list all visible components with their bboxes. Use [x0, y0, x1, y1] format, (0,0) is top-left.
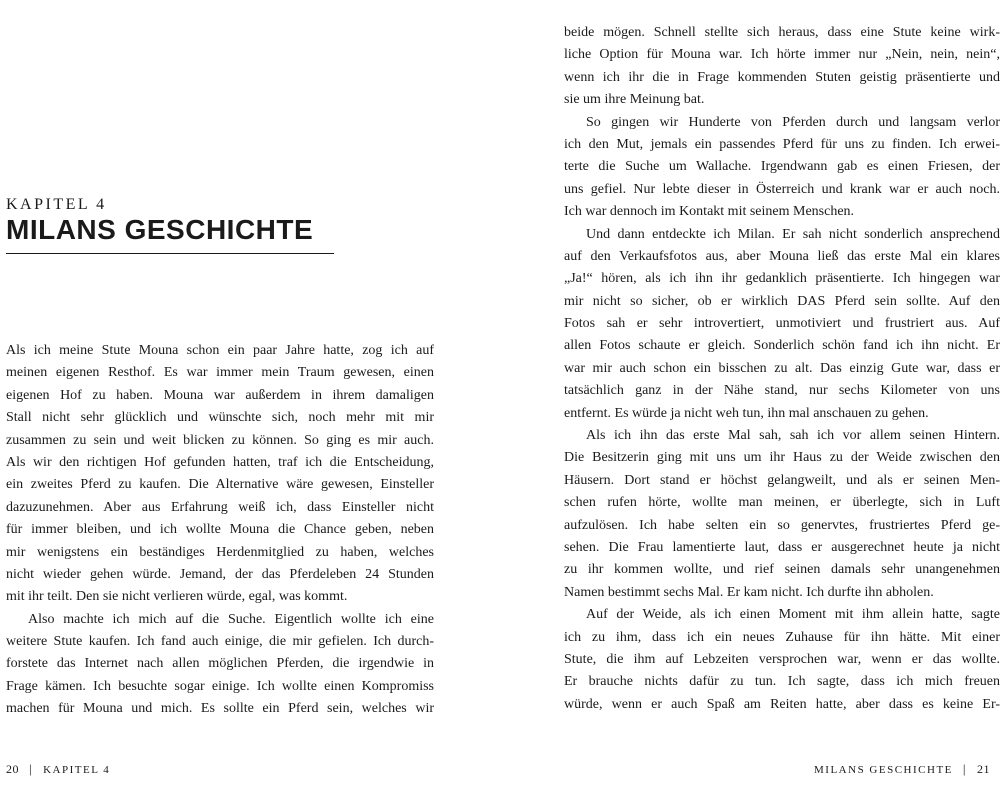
text-line: Stute, die ihm auf Lebzeiten versprochen war, wenn er das wollte. [564, 651, 1000, 667]
text-line: weitere Stute kaufen. Ich fand auch einige, die mir gefielen. Ich durch- [6, 634, 434, 650]
text-line: Also machte ich mich auf die Suche. Eigentlich wollte ich eine [28, 611, 434, 627]
text-line: forstete das Internet nach allen möglichen Pferden, die irgendwie in [6, 656, 434, 672]
right-body-text [564, 22, 1000, 716]
title-underline [6, 253, 334, 254]
text-line: Und dann entdeckte ich Milan. Er sah nicht sonderlich ansprechend [586, 226, 1000, 242]
text-line: allen Fotos schaute er gleich. Sonderlich schön fand ich ihn nicht. Er [564, 338, 1000, 354]
left-page-footer [6, 761, 110, 777]
text-line: So gingen wir Hunderte von Pferden durch und langsam verlor [586, 114, 1000, 130]
text-line: dazuzunehmen. Aber aus Erfahrung weiß ich, dass Einsteller nicht [6, 499, 434, 515]
left-body-text [6, 340, 434, 721]
text-line: meinen eigenen Resthof. Es war immer mein Traum gewesen, einen [6, 365, 434, 381]
text-line: Als wir den richtigen Hof gefunden hatten, traf ich die Entscheidung, [6, 454, 434, 470]
text-line: Er brauche nichts dafür zu tun. Ich sagte, dass ich mich freuen [564, 674, 1000, 690]
text-line: ich zu ihm, dass ich ein neues Zuhause für ihn hätte. Mit einer [564, 629, 1000, 645]
text-line: Frage kämen. Ich besuchte sogar einige. Ich wollte einen Kompromiss [6, 678, 434, 694]
text-line: Als ich meine Stute Mouna schon ein paar Jahre hatte, zog ich auf [6, 343, 434, 358]
text-line: Fotos sah er sehr introvertiert, unmotiviert und frustriert aus. Auf [564, 316, 1000, 332]
text-line: zusammen zu sein und weit blicken zu können. So ging es mir auch. [6, 432, 434, 448]
text-line: schen rufen hörte, wollte man meinen, er überlegte, sich in Luft [564, 495, 1000, 511]
left-page [0, 0, 450, 800]
text-line: nicht wieder gehen würde. Jemand, der das Pferdeleben 24 Stunden [6, 566, 434, 582]
text-line: „Ja!“ hören, als ich ihn ihr gedanklich präsentierte. Ich hingegen war [564, 271, 1000, 287]
text-line: sehen. Die Frau lamentierte laut, dass er ausgerechnet heute ja nicht [564, 539, 1000, 555]
text-line: würde, wenn er auch Spaß am Reiten hatte, aber dass es keine Er- [564, 696, 1000, 712]
text-line: sie um ihre Meinung bat. [564, 92, 705, 108]
text-line: terte die Suche um Wallache. Irgendwann gab es einen Friesen, der [564, 159, 1000, 175]
chapter-title: MILANS GESCHICHTE [6, 214, 314, 245]
text-line: entfernt. Es würde ja nicht weh tun, ihn mal anschauen zu gehen. [564, 405, 929, 421]
text-line: uns gefiel. Nur lebte dieser in Österreich und krank war er auch noch. [564, 181, 1000, 197]
text-line: mir nicht so sicher, ob er wirklich DAS Pferd sein sollte. Auf den [564, 293, 1000, 309]
text-line: eigenen Hof zu haben. Mouna war außerdem in ihrem damaligen [6, 387, 434, 403]
text-line: Namen bestimmt sechs Mal. Er kam nicht. Ich durfte ihn abholen. [564, 584, 934, 600]
text-line: mir wenigstens ein beständiges Herdenmitglied zu haben, welches [6, 544, 434, 560]
text-line: zu ihr kommen wollte, und rief seinen damals sehr unangenehmen [564, 562, 1000, 578]
text-line: machen für Mouna und mich. Es sollte ein Pferd sein, welches wir [6, 701, 434, 717]
right-page-footer [814, 761, 990, 777]
running-header: KAPITEL 4 [43, 764, 111, 776]
right-page [556, 0, 1000, 800]
text-line: war mir auch schon ein bisschen zu alt. Das einzig Gute war, dass er [564, 360, 1000, 376]
footer-separator: | [962, 761, 967, 776]
text-line: liche Option für Mouna war. Ich hörte immer nur „Nein, nein, nein“, [564, 47, 1000, 63]
text-line: Als ich ihn das erste Mal sah, sah ich vor allem seinen Hintern. [586, 428, 1000, 444]
text-line: Häusern. Dort stand er höchst gelangweilt, und als er seinen Men- [564, 472, 1000, 488]
text-line: aufzulösen. Ich habe selten ein so genervtes, frustriertes Pferd ge- [564, 517, 1000, 533]
text-line: für immer bleiben, und ich wollte Mouna die Chance geben, neben [6, 522, 434, 538]
text-line: ich den Mut, jemals ein passendes Pferd für uns zu finden. Ich erwei- [564, 136, 1000, 152]
footer-separator: | [29, 761, 34, 776]
text-line: Ich war dennoch im Kontakt mit seinem Menschen. [564, 204, 855, 220]
text-line: beide mögen. Schnell stellte sich heraus, dass eine Stute keine wirk- [564, 25, 1000, 40]
running-header: MILANS GESCHICHTE [814, 764, 953, 776]
text-line: Auf der Weide, als ich einen Moment mit ihm allein hatte, sagte [586, 607, 1000, 623]
text-line: Die Besitzerin ging mit uns um ihr Haus zu der Weide zwischen den [564, 450, 1000, 466]
text-line: tatsächlich ganz in der Nähe stand, nur sechs Kilometer von uns [564, 383, 1000, 399]
text-line: ein zweites Pferd zu kaufen. Die Alternative wäre gewesen, Einsteller [6, 477, 434, 493]
text-line: auf den Verkaufsfotos aus, aber Mouna ließ das erste Mal ein klares [564, 248, 1000, 264]
text-line: wenn ich ihr die in Frage kommenden Stuten geistig präsentierte und [564, 69, 1000, 85]
page-number: 20 [6, 762, 19, 776]
chapter-kicker: KAPITEL 4 [6, 196, 107, 213]
text-line: mit ihr teilt. Den sie nicht verlieren würde, egal, was kommt. [6, 589, 348, 605]
text-line: Stall nicht sehr glücklich und wünschte sich, noch mehr mit mir [6, 410, 434, 426]
page-number: 21 [977, 762, 990, 776]
